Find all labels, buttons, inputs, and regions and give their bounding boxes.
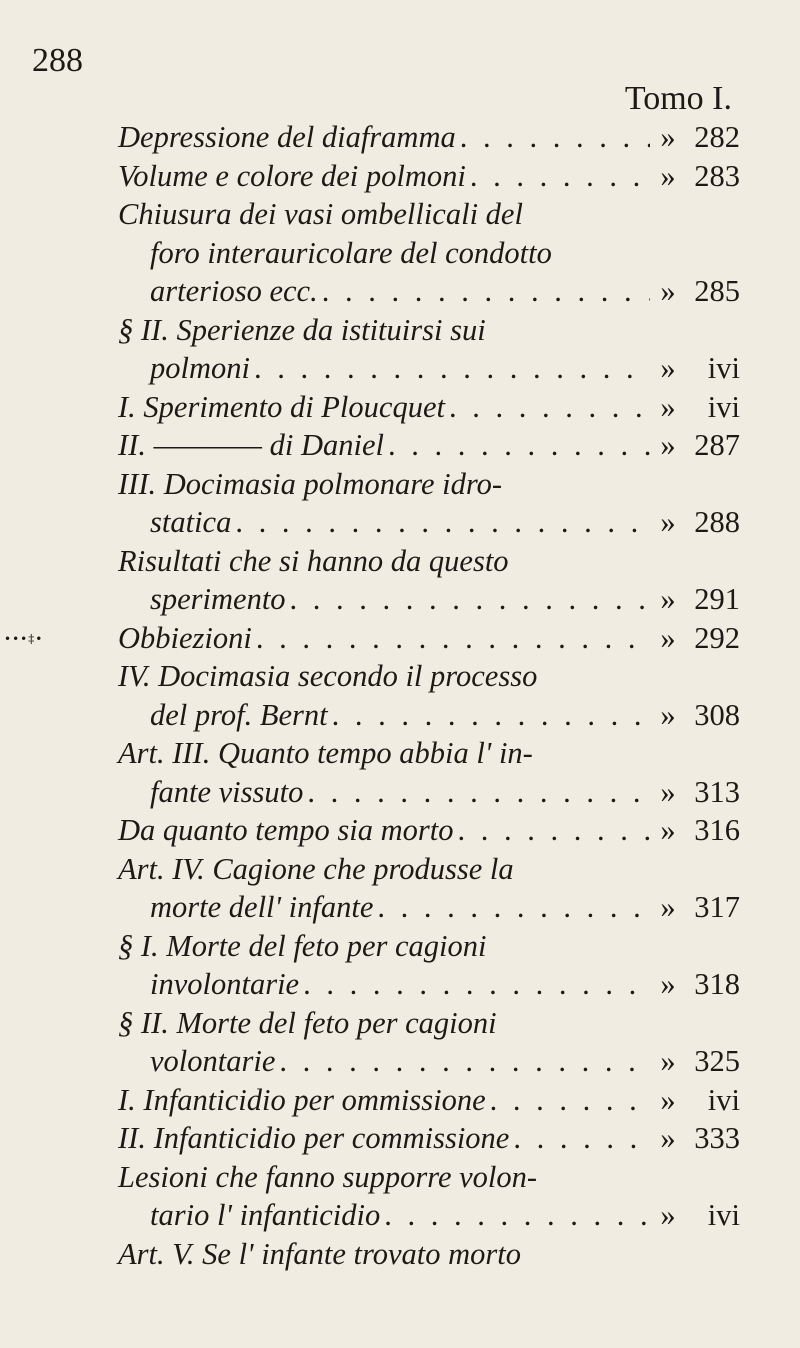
entry-title: Risultati che si hanno da questo (118, 543, 509, 578)
entry-title: Art. III. Quanto tempo abbia l' in- (118, 736, 533, 770)
entry-page: 287 (694, 428, 740, 462)
leader-dots (256, 619, 650, 658)
entry-page: 313 (694, 774, 740, 809)
toc-entry (118, 1081, 740, 1120)
entry-title: II. Infanticidio per commissione (118, 1121, 510, 1155)
entry-mark: » (660, 351, 676, 385)
toc-entry (118, 426, 740, 465)
entry-mark: » (660, 774, 676, 809)
entry-title: I. Sperimento di Ploucquet (118, 389, 445, 424)
page-number: 288 (32, 42, 83, 79)
toc-entry (118, 1004, 740, 1043)
entry-title: Obbiezioni (118, 620, 252, 655)
entry-title: § II. Morte del feto per cagioni (118, 1005, 497, 1040)
volume-label: Tomo I. (624, 80, 732, 117)
leader-dots (470, 157, 650, 196)
entry-page: 325 (694, 1044, 740, 1078)
toc-entry (118, 1196, 740, 1235)
entry-mark: » (660, 428, 676, 462)
entry-title: polmoni (150, 351, 250, 385)
leader-dots (460, 118, 650, 157)
entry-title: Da quanto tempo sia morto (118, 813, 454, 847)
toc-entry (118, 503, 740, 542)
entry-page: ivi (707, 389, 740, 424)
leader-dots (235, 503, 650, 542)
toc-entry (118, 118, 740, 157)
table-of-contents (118, 118, 740, 1273)
toc-entry (118, 157, 740, 196)
leader-dots (388, 426, 650, 465)
entry-title: III. Docimasia polmonare idro- (118, 466, 503, 501)
entry-title: morte dell' infante (150, 890, 374, 924)
entry-mark: » (660, 1121, 676, 1155)
entry-page: 333 (694, 1121, 740, 1155)
entry-title: IV. Docimasia secondo il processo (118, 659, 538, 693)
entry-page: 282 (694, 120, 740, 154)
margin-ornament: •••‡• (4, 632, 44, 646)
toc-entry (118, 195, 740, 234)
toc-entry (118, 965, 740, 1004)
entry-mark: » (660, 813, 676, 847)
leader-dots (458, 811, 651, 850)
toc-entry (118, 1042, 740, 1081)
entry-page: 317 (694, 890, 740, 924)
toc-entry (118, 734, 740, 773)
entry-mark: » (660, 158, 676, 193)
entry-title: volontarie (150, 1044, 276, 1078)
entry-page: 291 (694, 582, 740, 616)
entry-mark: » (660, 120, 676, 154)
entry-page: 285 (694, 274, 740, 308)
leader-dots (303, 965, 650, 1004)
toc-entry (118, 349, 740, 388)
entry-page: 288 (694, 505, 740, 539)
leader-dots (449, 388, 650, 427)
entry-page: ivi (707, 1082, 740, 1117)
entry-mark: » (660, 890, 676, 924)
toc-entry (118, 1235, 740, 1274)
toc-entry (118, 1119, 740, 1158)
toc-entry (118, 850, 740, 889)
entry-mark: » (660, 967, 676, 1001)
entry-page: 308 (694, 697, 740, 732)
entry-title: I. Infanticidio per ommissione (118, 1082, 486, 1117)
entry-title: § I. Morte del feto per cagioni (118, 928, 487, 963)
toc-entry (118, 272, 740, 311)
leader-dots (384, 1196, 650, 1235)
toc-entry (118, 811, 740, 850)
leader-dots (307, 773, 650, 812)
entry-title: arterioso ecc. (150, 274, 318, 308)
entry-mark: » (660, 1044, 676, 1078)
entry-title: Art. IV. Cagione che produsse la (118, 851, 514, 886)
leader-dots (290, 580, 650, 619)
entry-title: Volume e colore dei polmoni (118, 158, 466, 193)
leader-dots (513, 1119, 650, 1158)
entry-title: Art. V. Se l' infante trovato morto (118, 1236, 522, 1271)
entry-page: 318 (694, 967, 740, 1001)
entry-page: 316 (694, 813, 740, 847)
entry-mark: » (660, 620, 676, 655)
entry-title: del prof. Bernt (150, 697, 328, 732)
entry-title: statica (150, 505, 232, 539)
toc-entry (118, 696, 740, 735)
entry-title: fante vissuto (150, 774, 304, 809)
entry-mark: » (660, 1198, 676, 1232)
toc-entry (118, 234, 740, 273)
toc-entry (118, 1158, 740, 1197)
toc-entry (118, 619, 740, 658)
toc-entry (118, 311, 740, 350)
entry-title: Chiusura dei vasi ombellicali del (118, 197, 523, 231)
leader-dots (332, 696, 650, 735)
toc-entry (118, 888, 740, 927)
toc-entry (118, 773, 740, 812)
entry-title: tario l' infanticidio (150, 1198, 381, 1232)
entry-mark: » (660, 1082, 676, 1117)
entry-title: foro interauricolare del condotto (150, 235, 552, 270)
entry-mark: » (660, 505, 676, 539)
leader-dots (377, 888, 650, 927)
entry-mark: » (660, 697, 676, 732)
leader-dots (254, 349, 650, 388)
entry-title: § II. Sperienze da istituirsi sui (118, 312, 486, 347)
entry-mark: » (660, 389, 676, 424)
entry-mark: » (660, 274, 676, 308)
leader-dots (279, 1042, 650, 1081)
toc-entry (118, 388, 740, 427)
entry-page: 283 (694, 158, 740, 193)
entry-mark: » (660, 582, 676, 616)
toc-entry (118, 927, 740, 966)
leader-dots (322, 272, 650, 311)
entry-title: Lesioni che fanno supporre volon- (118, 1159, 538, 1194)
entry-title: II. ———— di Daniel (118, 428, 385, 462)
toc-entry (118, 465, 740, 504)
toc-entry (118, 580, 740, 619)
toc-entry (118, 542, 740, 581)
entry-title: Depressione del diaframma (118, 120, 456, 154)
entry-page: ivi (707, 1198, 740, 1232)
entry-title: involontarie (150, 967, 300, 1001)
entry-page: 292 (694, 620, 740, 655)
entry-page: ivi (707, 351, 740, 385)
entry-title: sperimento (150, 582, 286, 616)
leader-dots (490, 1081, 650, 1120)
toc-entry (118, 657, 740, 696)
